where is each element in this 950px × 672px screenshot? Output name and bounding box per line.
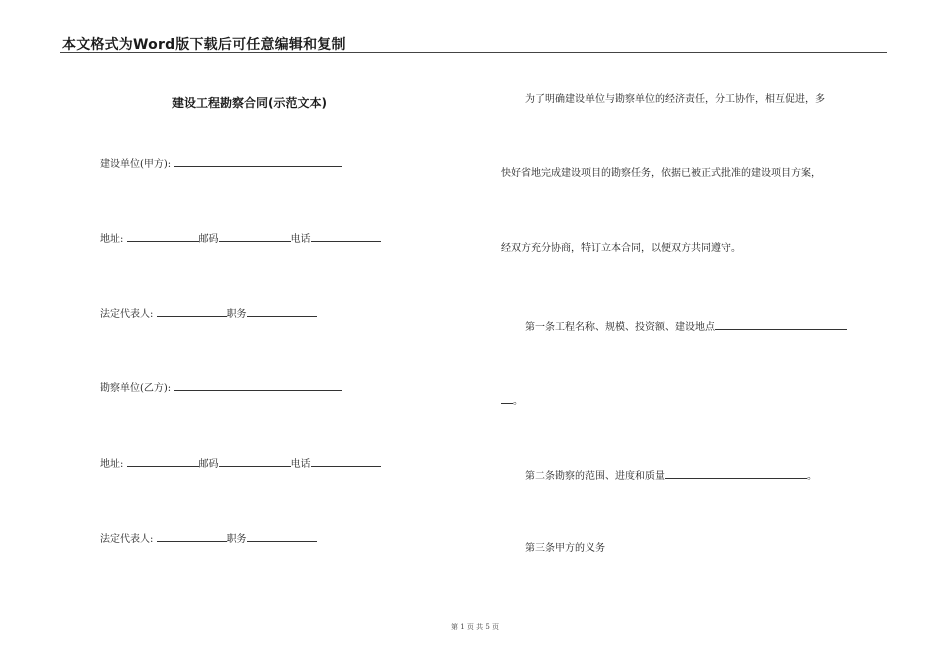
article-1-text: 第一条工程名称、规模、投资额、建设地点 <box>525 322 715 333</box>
article-2-text: 第二条勘察的范围、进度和质量 <box>525 471 665 482</box>
representative-label: 法定代表人: <box>100 534 154 545</box>
address-label: 地址: <box>100 459 124 470</box>
address-blank[interactable] <box>127 455 199 467</box>
representative-label: 法定代表人: <box>100 309 154 320</box>
party-b-label: 勘察单位(乙方): <box>100 383 172 394</box>
position-blank[interactable] <box>247 305 317 317</box>
article-1-end: 。 <box>513 396 523 407</box>
postcode-blank[interactable] <box>219 230 291 242</box>
article-1-blank[interactable] <box>715 318 847 330</box>
party-a-blank[interactable] <box>174 155 342 167</box>
position-blank[interactable] <box>247 530 317 542</box>
article-3: 第三条甲方的义务 <box>525 543 605 554</box>
phone-label: 电话 <box>290 459 311 470</box>
header-divider <box>60 52 887 53</box>
article-1-continuation <box>501 392 523 409</box>
phone-blank[interactable] <box>311 230 381 242</box>
party-b-blank[interactable] <box>174 379 342 391</box>
phone-blank[interactable] <box>311 455 381 467</box>
address-row-2 <box>100 455 381 472</box>
article-1 <box>525 318 847 335</box>
postcode-blank[interactable] <box>219 455 291 467</box>
representative-row-2 <box>100 530 317 547</box>
article-2-blank[interactable] <box>665 467 807 479</box>
article-2-end: 。 <box>807 471 817 482</box>
article-1-blank-continued[interactable] <box>501 392 513 404</box>
intro-line-2: 快好省地完成建设项目的勘察任务，依据已被正式批准的建设项目方案， <box>501 168 821 179</box>
representative-blank[interactable] <box>157 530 227 542</box>
document-title: 建设工程勘察合同(示范文本) <box>172 96 327 110</box>
header-title: 本文格式为Word版下载后可任意编辑和复制 <box>62 37 346 53</box>
party-b-field <box>100 379 342 396</box>
position-label: 职务 <box>226 534 247 545</box>
address-blank[interactable] <box>127 230 199 242</box>
article-2 <box>525 467 817 484</box>
postcode-label: 邮码 <box>198 234 219 245</box>
intro-line-1: 为了明确建设单位与勘察单位的经济责任，分工协作，相互促进，多 <box>525 94 825 105</box>
representative-row-1 <box>100 305 317 322</box>
phone-label: 电话 <box>290 234 311 245</box>
address-label: 地址: <box>100 234 124 245</box>
party-a-field <box>100 155 342 172</box>
address-row-1 <box>100 230 381 247</box>
representative-blank[interactable] <box>157 305 227 317</box>
party-a-label: 建设单位(甲方): <box>100 159 172 170</box>
page-number: 第 1 页 共 5 页 <box>450 623 500 631</box>
position-label: 职务 <box>226 309 247 320</box>
intro-line-3: 经双方充分协商，特订立本合同，以便双方共同遵守。 <box>501 243 741 254</box>
postcode-label: 邮码 <box>198 459 219 470</box>
